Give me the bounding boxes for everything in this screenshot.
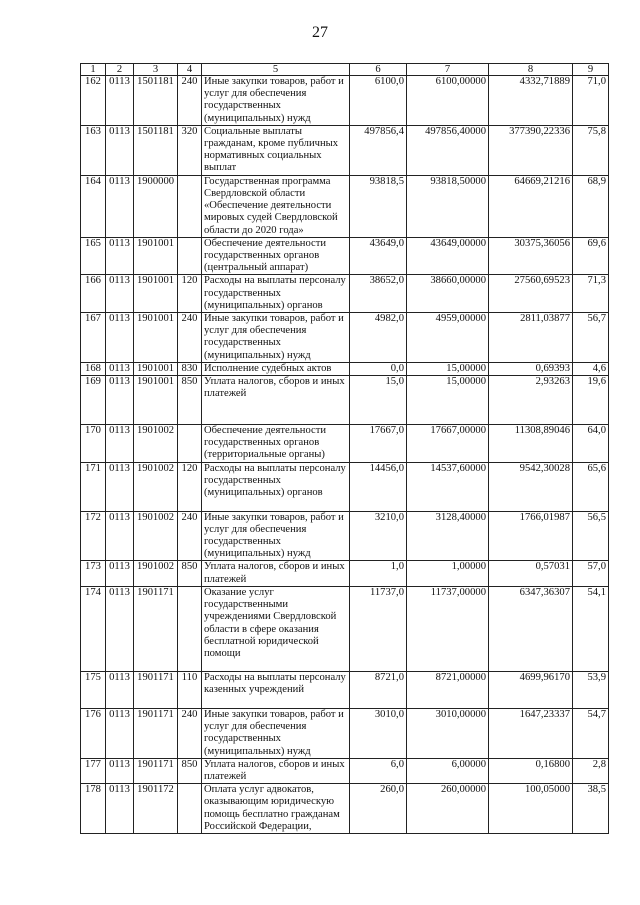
approved-amount-cell: 11737,00000 xyxy=(407,586,489,671)
approved-amount-cell: 15,00000 xyxy=(407,362,489,375)
expense-name-cell: Оплата услуг адвокатов, оказывающим юридическую помощь бесплатно гражданам Российской Федерации, xyxy=(202,784,350,834)
approved-amount-cell: 260,00000 xyxy=(407,784,489,834)
expense-name-cell: Уплата налогов, сборов и иных платежей xyxy=(202,758,350,783)
row-number-cell: 177 xyxy=(81,758,106,783)
target-article-cell: 1901171 xyxy=(134,758,178,783)
planned-amount-cell: 43649,0 xyxy=(350,237,407,275)
row-number-cell: 174 xyxy=(81,586,106,671)
section-code-cell: 0113 xyxy=(106,708,134,758)
execution-percent-cell: 53,9 xyxy=(573,671,609,708)
expense-name-cell: Социальные выплаты гражданам, кроме публичных нормативных социальных выплат xyxy=(202,125,350,175)
row-number-cell: 176 xyxy=(81,708,106,758)
executed-amount-cell: 377390,22336 xyxy=(489,125,573,175)
executed-amount-cell: 0,69393 xyxy=(489,362,573,375)
section-code-cell: 0113 xyxy=(106,376,134,425)
expense-name-cell: Оказание услуг государственными учреждениями Свердловской области в сфере оказания бесплатной юридической помощи xyxy=(202,586,350,671)
expense-type-cell xyxy=(178,586,202,671)
expense-name-cell: Государственная программа Свердловской области «Обеспечение деятельности мировых судей Свердловской области до 2020 года» xyxy=(202,175,350,237)
row-number-cell: 165 xyxy=(81,237,106,275)
planned-amount-cell: 6100,0 xyxy=(350,76,407,126)
executed-amount-cell: 4332,71889 xyxy=(489,76,573,126)
section-code-cell: 0113 xyxy=(106,586,134,671)
target-article-cell: 1501181 xyxy=(134,125,178,175)
expense-type-cell: 240 xyxy=(178,511,202,561)
section-code-cell: 0113 xyxy=(106,362,134,375)
row-number-cell: 164 xyxy=(81,175,106,237)
expense-type-cell: 830 xyxy=(178,362,202,375)
planned-amount-cell: 17667,0 xyxy=(350,425,407,463)
planned-amount-cell: 38652,0 xyxy=(350,275,407,313)
planned-amount-cell: 0,0 xyxy=(350,362,407,375)
table-row xyxy=(81,784,609,834)
execution-percent-cell: 65,6 xyxy=(573,462,609,511)
section-code-cell: 0113 xyxy=(106,758,134,783)
planned-amount-cell: 260,0 xyxy=(350,784,407,834)
executed-amount-cell: 1647,23337 xyxy=(489,708,573,758)
table-row xyxy=(81,313,609,363)
execution-percent-cell: 38,5 xyxy=(573,784,609,834)
planned-amount-cell: 3010,0 xyxy=(350,708,407,758)
col-header-7: 7 xyxy=(407,64,489,76)
executed-amount-cell: 30375,36056 xyxy=(489,237,573,275)
table-row xyxy=(81,586,609,671)
target-article-cell: 1501181 xyxy=(134,76,178,126)
target-article-cell: 1901171 xyxy=(134,671,178,708)
expense-type-cell xyxy=(178,784,202,834)
col-header-6: 6 xyxy=(350,64,407,76)
col-header-2: 2 xyxy=(106,64,134,76)
expense-type-cell: 240 xyxy=(178,708,202,758)
target-article-cell: 1901001 xyxy=(134,376,178,425)
table-row xyxy=(81,511,609,561)
row-number-cell: 166 xyxy=(81,275,106,313)
execution-percent-cell: 71,0 xyxy=(573,76,609,126)
approved-amount-cell: 1,00000 xyxy=(407,561,489,586)
table-row xyxy=(81,362,609,375)
approved-amount-cell: 8721,00000 xyxy=(407,671,489,708)
target-article-cell: 1901001 xyxy=(134,313,178,363)
col-header-5: 5 xyxy=(202,64,350,76)
expense-type-cell: 110 xyxy=(178,671,202,708)
row-number-cell: 170 xyxy=(81,425,106,463)
executed-amount-cell: 27560,69523 xyxy=(489,275,573,313)
table-row xyxy=(81,758,609,783)
section-code-cell: 0113 xyxy=(106,561,134,586)
col-header-8: 8 xyxy=(489,64,573,76)
planned-amount-cell: 11737,0 xyxy=(350,586,407,671)
target-article-cell: 1901001 xyxy=(134,275,178,313)
table-row xyxy=(81,425,609,463)
execution-percent-cell: 57,0 xyxy=(573,561,609,586)
expense-name-cell: Обеспечение деятельности государственных органов (центральный аппарат) xyxy=(202,237,350,275)
row-number-cell: 162 xyxy=(81,76,106,126)
expense-name-cell: Исполнение судебных актов xyxy=(202,362,350,375)
planned-amount-cell: 1,0 xyxy=(350,561,407,586)
table-row xyxy=(81,376,609,425)
execution-percent-cell: 68,9 xyxy=(573,175,609,237)
section-code-cell: 0113 xyxy=(106,125,134,175)
approved-amount-cell: 497856,40000 xyxy=(407,125,489,175)
section-code-cell: 0113 xyxy=(106,511,134,561)
section-code-cell: 0113 xyxy=(106,462,134,511)
expense-type-cell xyxy=(178,425,202,463)
row-number-cell: 172 xyxy=(81,511,106,561)
execution-percent-cell: 54,7 xyxy=(573,708,609,758)
target-article-cell: 1901002 xyxy=(134,561,178,586)
section-code-cell: 0113 xyxy=(106,237,134,275)
target-article-cell: 1901172 xyxy=(134,784,178,834)
executed-amount-cell: 2,93263 xyxy=(489,376,573,425)
table-row xyxy=(81,275,609,313)
approved-amount-cell: 4959,00000 xyxy=(407,313,489,363)
execution-percent-cell: 69,6 xyxy=(573,237,609,275)
target-article-cell: 1901001 xyxy=(134,362,178,375)
executed-amount-cell: 4699,96170 xyxy=(489,671,573,708)
table-row xyxy=(81,671,609,708)
row-number-cell: 167 xyxy=(81,313,106,363)
approved-amount-cell: 15,00000 xyxy=(407,376,489,425)
row-number-cell: 169 xyxy=(81,376,106,425)
expense-name-cell: Расходы на выплаты персоналу государственных (муниципальных) органов xyxy=(202,462,350,511)
section-code-cell: 0113 xyxy=(106,313,134,363)
target-article-cell: 1901171 xyxy=(134,586,178,671)
executed-amount-cell: 0,57031 xyxy=(489,561,573,586)
row-number-cell: 173 xyxy=(81,561,106,586)
table-row xyxy=(81,125,609,175)
section-code-cell: 0113 xyxy=(106,671,134,708)
target-article-cell: 1901002 xyxy=(134,425,178,463)
table-row xyxy=(81,237,609,275)
expense-name-cell: Расходы на выплаты персоналу государственных (муниципальных) органов xyxy=(202,275,350,313)
execution-percent-cell: 2,8 xyxy=(573,758,609,783)
expense-type-cell: 120 xyxy=(178,462,202,511)
planned-amount-cell: 4982,0 xyxy=(350,313,407,363)
execution-percent-cell: 4,6 xyxy=(573,362,609,375)
approved-amount-cell: 3010,00000 xyxy=(407,708,489,758)
approved-amount-cell: 17667,00000 xyxy=(407,425,489,463)
expense-type-cell: 850 xyxy=(178,376,202,425)
executed-amount-cell: 1766,01987 xyxy=(489,511,573,561)
row-number-cell: 163 xyxy=(81,125,106,175)
table-row xyxy=(81,76,609,126)
execution-percent-cell: 64,0 xyxy=(573,425,609,463)
section-code-cell: 0113 xyxy=(106,275,134,313)
executed-amount-cell: 64669,21216 xyxy=(489,175,573,237)
planned-amount-cell: 8721,0 xyxy=(350,671,407,708)
table-row xyxy=(81,561,609,586)
section-code-cell: 0113 xyxy=(106,175,134,237)
page-number: 27 xyxy=(312,24,328,41)
section-code-cell: 0113 xyxy=(106,425,134,463)
planned-amount-cell: 93818,5 xyxy=(350,175,407,237)
approved-amount-cell: 14537,60000 xyxy=(407,462,489,511)
expense-type-cell: 240 xyxy=(178,313,202,363)
col-header-4: 4 xyxy=(178,64,202,76)
target-article-cell: 1901002 xyxy=(134,511,178,561)
target-article-cell: 1901002 xyxy=(134,462,178,511)
target-article-cell: 1901171 xyxy=(134,708,178,758)
table-row xyxy=(81,708,609,758)
expense-name-cell: Иные закупки товаров, работ и услуг для обеспечения государственных (муниципальных) нужд xyxy=(202,313,350,363)
expense-type-cell xyxy=(178,237,202,275)
expense-type-cell: 850 xyxy=(178,758,202,783)
executed-amount-cell: 6347,36307 xyxy=(489,586,573,671)
approved-amount-cell: 93818,50000 xyxy=(407,175,489,237)
execution-percent-cell: 54,1 xyxy=(573,586,609,671)
planned-amount-cell: 6,0 xyxy=(350,758,407,783)
section-code-cell: 0113 xyxy=(106,784,134,834)
expense-name-cell: Иные закупки товаров, работ и услуг для обеспечения государственных (муниципальных) нужд xyxy=(202,708,350,758)
expense-name-cell: Уплата налогов, сборов и иных платежей xyxy=(202,561,350,586)
col-header-3: 3 xyxy=(134,64,178,76)
expense-name-cell: Иные закупки товаров, работ и услуг для обеспечения государственных (муниципальных) нужд xyxy=(202,76,350,126)
expense-type-cell: 320 xyxy=(178,125,202,175)
execution-percent-cell: 75,8 xyxy=(573,125,609,175)
expense-type-cell xyxy=(178,175,202,237)
row-number-cell: 168 xyxy=(81,362,106,375)
expense-type-cell: 850 xyxy=(178,561,202,586)
row-number-cell: 175 xyxy=(81,671,106,708)
expense-name-cell: Расходы на выплаты персоналу казенных учреждений xyxy=(202,671,350,708)
execution-percent-cell: 56,7 xyxy=(573,313,609,363)
expense-name-cell: Иные закупки товаров, работ и услуг для обеспечения государственных (муниципальных) нужд xyxy=(202,511,350,561)
execution-percent-cell: 56,5 xyxy=(573,511,609,561)
executed-amount-cell: 0,16800 xyxy=(489,758,573,783)
expense-name-cell: Уплата налогов, сборов и иных платежей xyxy=(202,376,350,425)
execution-percent-cell: 19,6 xyxy=(573,376,609,425)
approved-amount-cell: 6,00000 xyxy=(407,758,489,783)
target-article-cell: 1900000 xyxy=(134,175,178,237)
approved-amount-cell: 3128,40000 xyxy=(407,511,489,561)
executed-amount-cell: 11308,89046 xyxy=(489,425,573,463)
expense-name-cell: Обеспечение деятельности государственных органов (территориальные органы) xyxy=(202,425,350,463)
section-code-cell: 0113 xyxy=(106,76,134,126)
row-number-cell: 171 xyxy=(81,462,106,511)
col-header-1: 1 xyxy=(81,64,106,76)
table-row xyxy=(81,175,609,237)
expense-type-cell: 240 xyxy=(178,76,202,126)
column-number-row xyxy=(81,64,609,76)
planned-amount-cell: 15,0 xyxy=(350,376,407,425)
approved-amount-cell: 6100,00000 xyxy=(407,76,489,126)
planned-amount-cell: 3210,0 xyxy=(350,511,407,561)
approved-amount-cell: 43649,00000 xyxy=(407,237,489,275)
planned-amount-cell: 14456,0 xyxy=(350,462,407,511)
budget-table xyxy=(80,63,609,834)
target-article-cell: 1901001 xyxy=(134,237,178,275)
executed-amount-cell: 2811,03877 xyxy=(489,313,573,363)
executed-amount-cell: 9542,30028 xyxy=(489,462,573,511)
execution-percent-cell: 71,3 xyxy=(573,275,609,313)
approved-amount-cell: 38660,00000 xyxy=(407,275,489,313)
executed-amount-cell: 100,05000 xyxy=(489,784,573,834)
col-header-9: 9 xyxy=(573,64,609,76)
table-row xyxy=(81,462,609,511)
row-number-cell: 178 xyxy=(81,784,106,834)
expense-type-cell: 120 xyxy=(178,275,202,313)
planned-amount-cell: 497856,4 xyxy=(350,125,407,175)
